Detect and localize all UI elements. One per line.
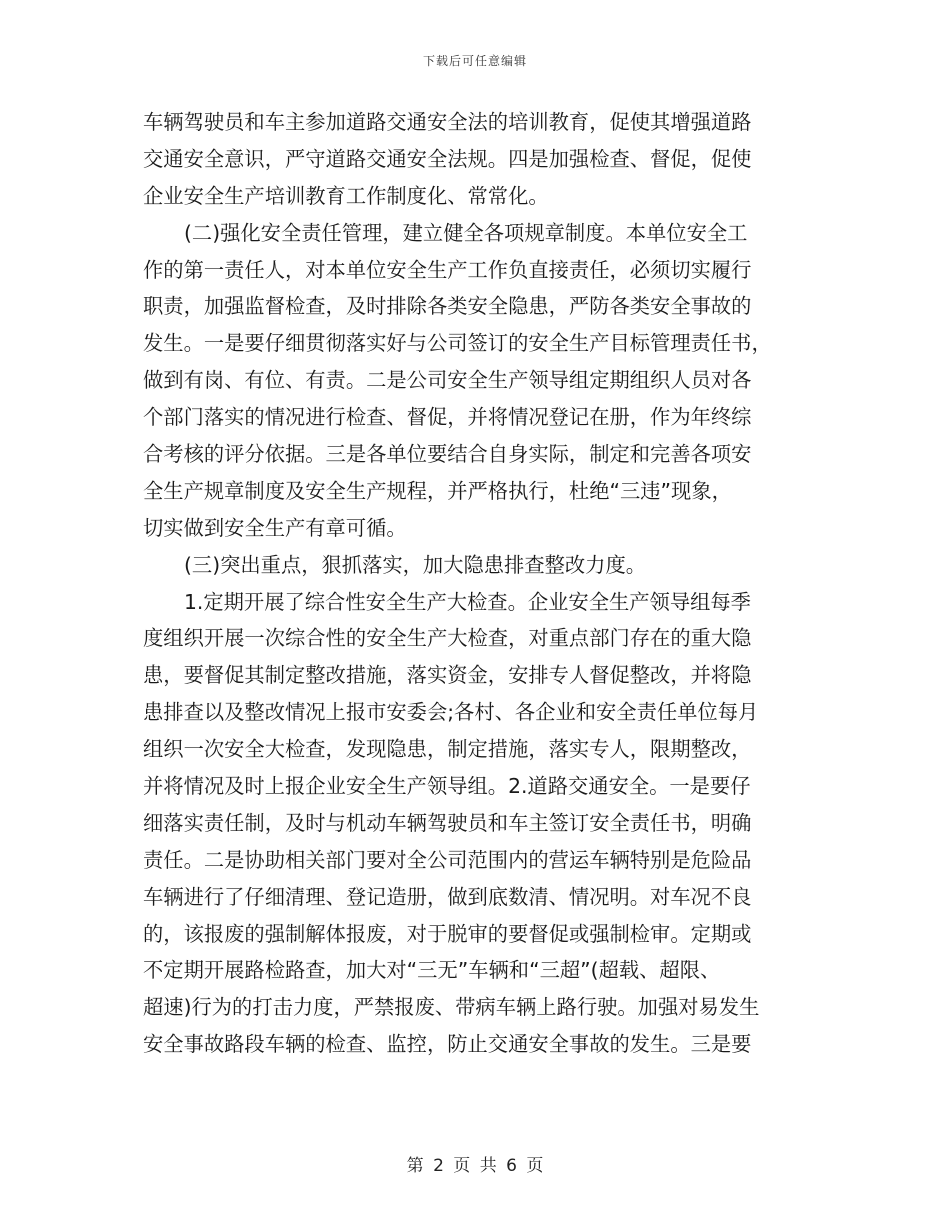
text-line: 车辆驾驶员和车主参加道路交通安全法的培训教育，促使其增强道路 bbox=[143, 110, 752, 134]
text-line: 个部门落实的情况进行检查、督促，并将情况登记在册，作为年终综 bbox=[143, 405, 752, 430]
text-line: 车辆进行了仔细清理、登记造册，做到底数清、情况明。对车况不良 bbox=[143, 884, 752, 909]
text-line: 发生。一是要仔细贯彻落实好与公司签订的安全生产目标管理责任书， bbox=[143, 331, 772, 356]
text-line: 合考核的评分依据。三是各单位要结合自身实际，制定和完善各项安 bbox=[143, 442, 752, 467]
text-line: (二)强化安全责任管理，建立健全各项规章制度。本单位安全工 bbox=[184, 220, 748, 245]
text-line: 企业安全生产培训教育工作制度化、常常化。 bbox=[143, 183, 549, 208]
text-line: 患，要督促其制定整改措施，落实资金，安排专人督促整改，并将隐 bbox=[143, 663, 752, 688]
text-line: 超速)行为的打击力度，严禁报废、带病车辆上路行驶。加强对易发生 bbox=[143, 995, 760, 1020]
text-line: (三)突出重点，狠抓落实，加大隐患排查整改力度。 bbox=[184, 552, 647, 577]
text-line: 职责，加强监督检查，及时排除各类安全隐患，严防各类安全事故的 bbox=[143, 294, 752, 319]
text-line: 并将情况及时上报企业安全生产领导组。2.道路交通安全。一是要仔 bbox=[143, 774, 751, 799]
text-line: 责任。二是协助相关部门要对全公司范围内的营运车辆特别是危险品 bbox=[143, 847, 752, 872]
text-line: 组织一次安全大检查，发现隐患，制定措施，落实专人，限期整改， bbox=[143, 737, 752, 762]
text-line: 交通安全意识，严守道路交通安全法规。四是加强检查、督促，促使 bbox=[143, 146, 752, 171]
text-line: 切实做到安全生产有章可循。 bbox=[143, 515, 407, 540]
text-line: 安全事故路段车辆的检查、监控，防止交通安全事故的发生。三是要 bbox=[143, 1032, 752, 1057]
text-line: 做到有岗、有位、有责。二是公司安全生产领导组定期组织人员对各 bbox=[143, 368, 752, 393]
text-line: 度组织开展一次综合性的安全生产大检查，对重点部门存在的重大隐 bbox=[143, 626, 752, 651]
text-line: 1.定期开展了综合性安全生产大检查。企业安全生产领导组每季 bbox=[184, 589, 751, 614]
page-number-footer: 第 2 页 共 6 页 bbox=[406, 1156, 544, 1176]
page-header: 下载后可任意编辑 bbox=[422, 54, 527, 68]
text-line: 作的第一责任人，对本单位安全生产工作负直接责任，必须切实履行 bbox=[143, 257, 752, 282]
text-line: 不定期开展路检路查，加大对“三无”车辆和“三超”(超载、超限、 bbox=[143, 958, 721, 983]
text-line: 细落实责任制，及时与机动车辆驾驶员和车主签订安全责任书，明确 bbox=[143, 810, 752, 835]
document-body bbox=[143, 104, 807, 1063]
text-line: 全生产规章制度及安全生产规程，并严格执行，杜绝“三违”现象， bbox=[143, 478, 732, 503]
text-line: 患排查以及整改情况上报市安委会;各村、各企业和安全责任单位每月 bbox=[143, 700, 759, 725]
text-line: 的，该报废的强制解体报废，对于脱审的要督促或强制检审。定期或 bbox=[143, 921, 752, 946]
